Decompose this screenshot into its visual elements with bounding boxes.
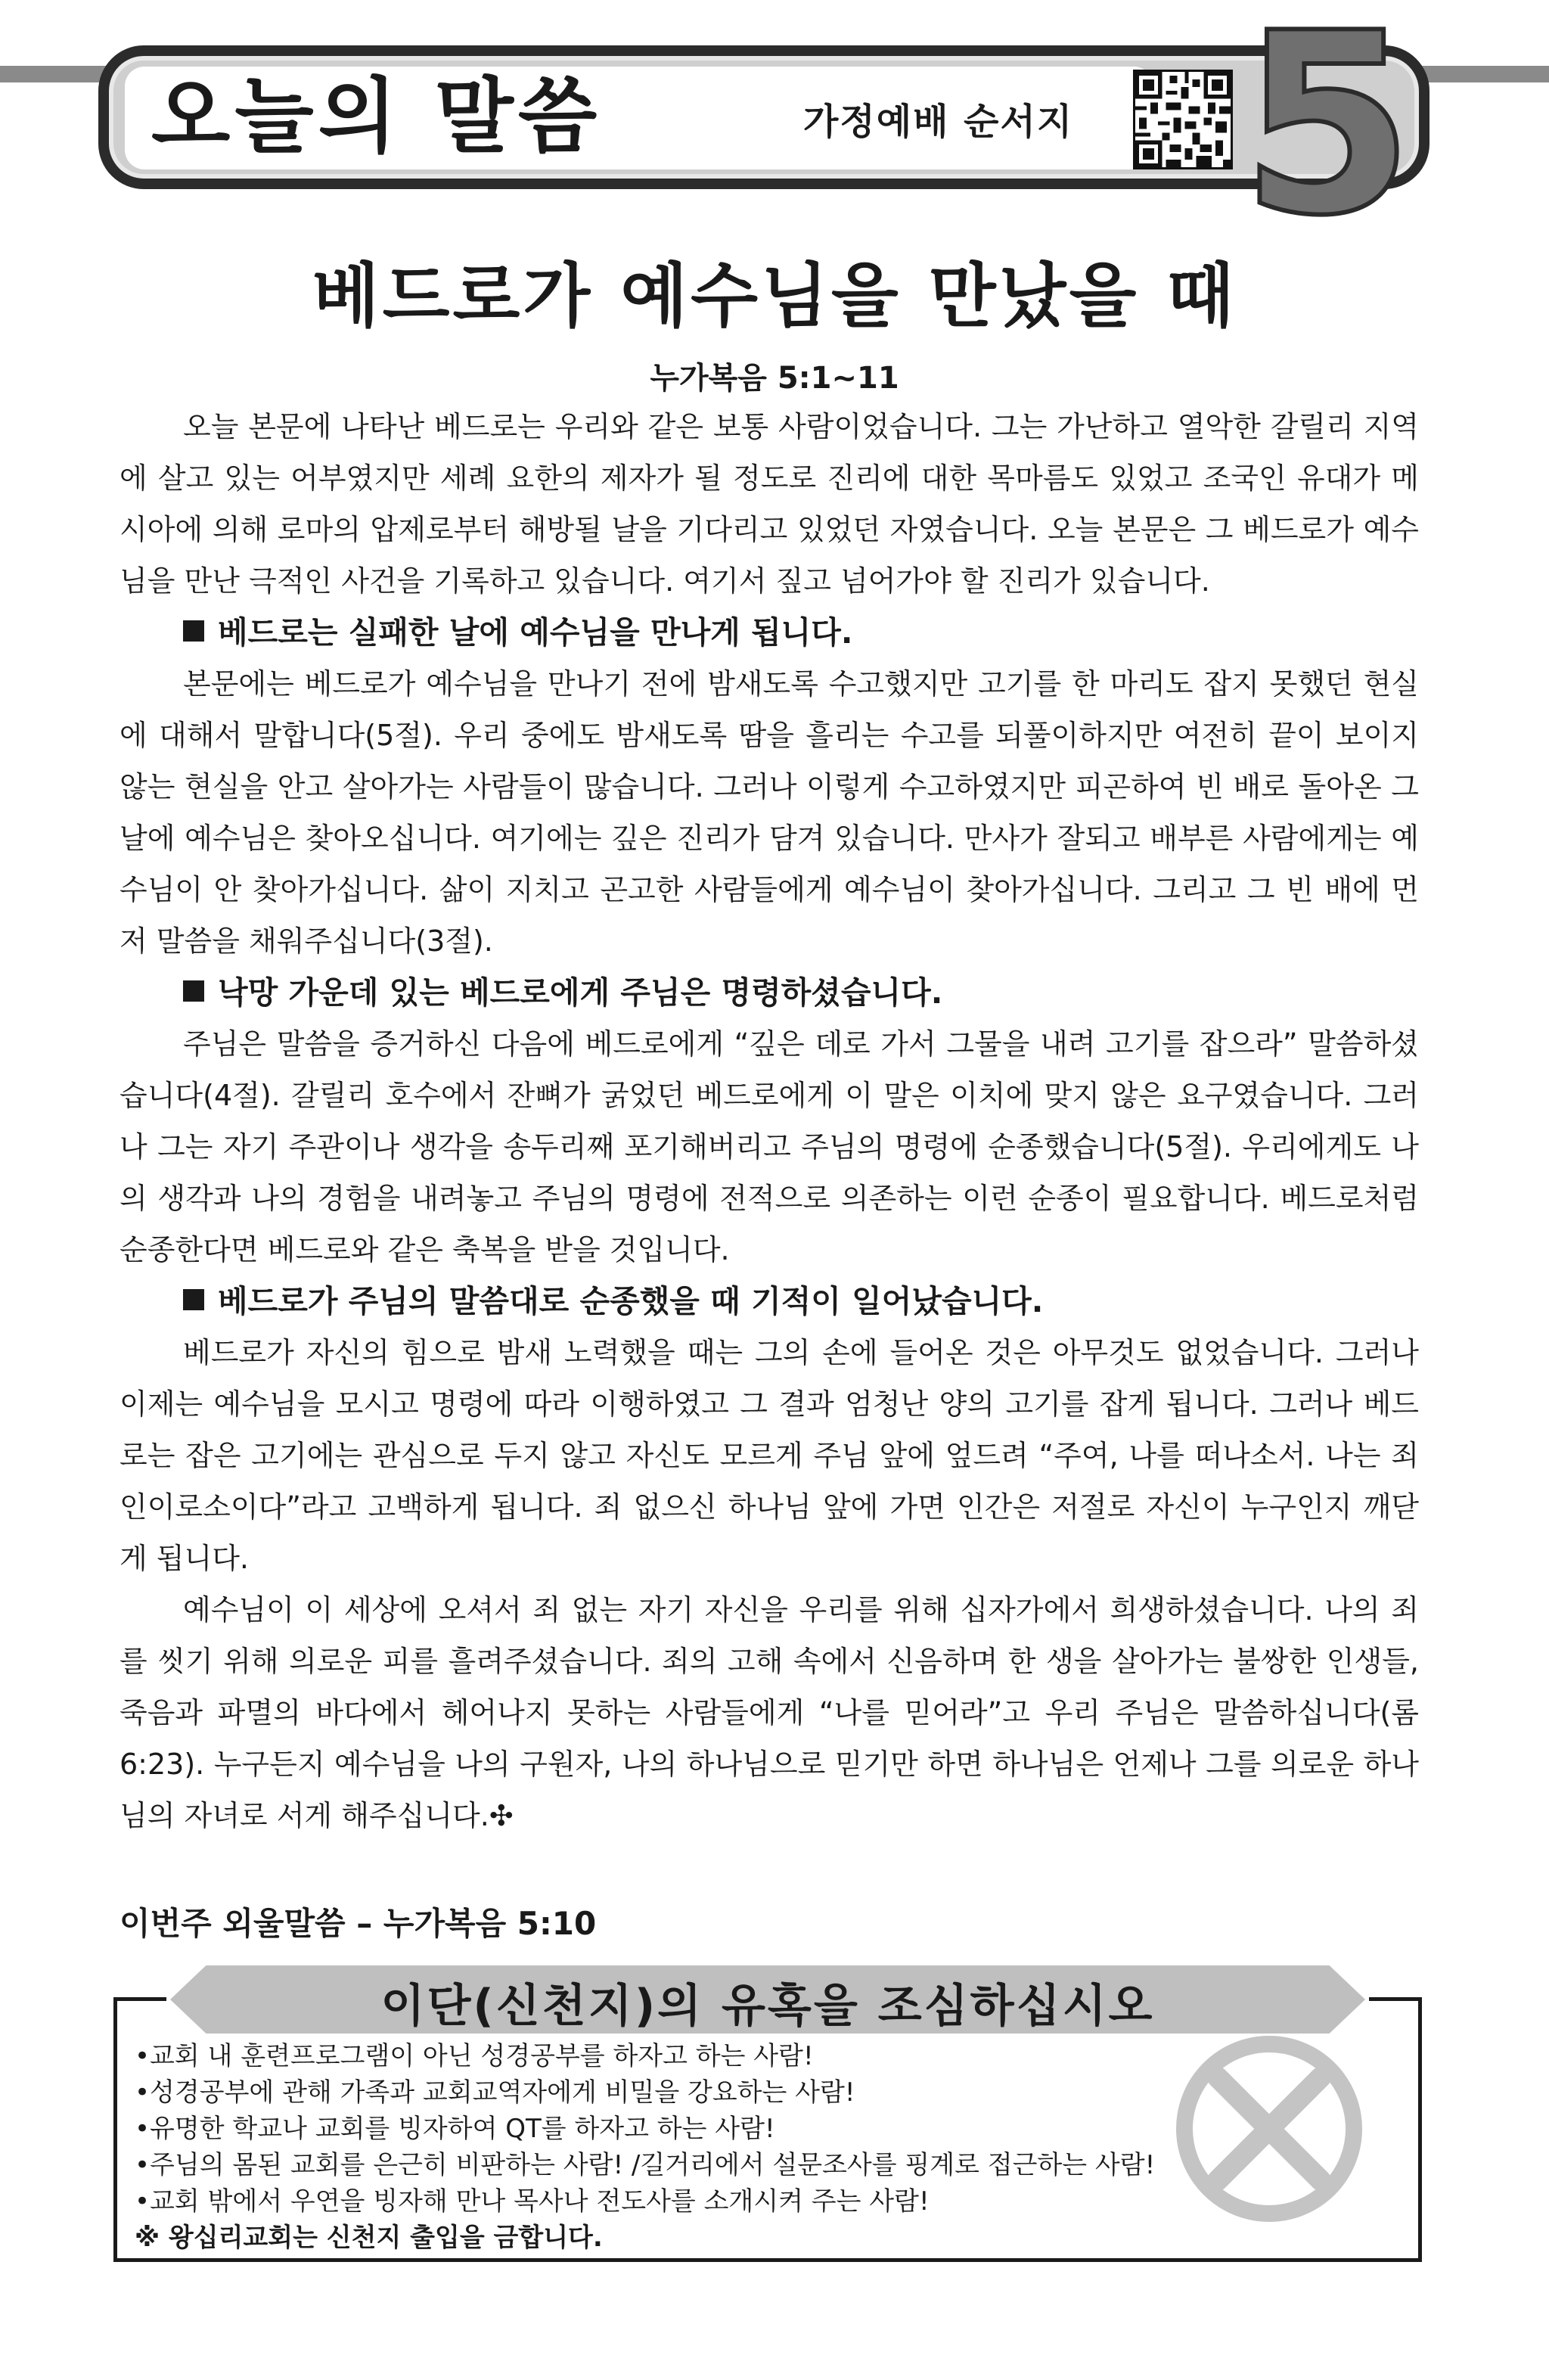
section-paragraph-3: 베드로가 자신의 힘으로 밤새 노력했을 때는 그의 손에 들어온 것은 아무것도 없었습니다. 그러나 이제는 예수님을 모시고 명령에 따라 이행하였고 그 결과 엄청난 양의 고기를 잡게 됩니다. 그러나 베드로는 잡은 고기에는 관심으로 두지 않고 자신도 모르게 주님 앞에 엎드려 “주여, 나를 떠나소서. 나는 죄인이로소이다”라고 고백하게 됩니다. 죄 없으신 하나님 앞에 가면 인간은 저절로 자신이 누구인지 깨닫게 됩니다. [120,1336,1419,1575]
header-subtitle: 가정예배 순서지 [803,101,1074,143]
square-bullet-icon [183,620,204,642]
page-number: 5 [1240,0,1414,270]
list-item: •교회 내 훈련프로그램이 아닌 성경공부를 하자고 하는 사람! [135,2041,814,2071]
section-heading-1 [120,607,1419,658]
list-item: •주님의 몸된 교회를 은근히 비판하는 사람! /길거리에서 설문조사를 핑계로 접근하는 사람! [135,2150,1156,2180]
list-item: •유명한 학교나 교회를 빙자하여 QT를 하자고 하는 사람! [135,2114,775,2144]
scripture-reference: 누가복음 5:1~11 [650,361,899,396]
section-heading-text: 베드로는 실패한 날에 예수님을 만나게 됩니다. [218,614,853,651]
qr-code-icon[interactable] [1133,70,1233,169]
section-paragraph-1: 본문에는 베드로가 예수님을 만나기 전에 밤새도록 수고했지만 고기를 한 마리도 잡지 못했던 현실에 대해서 말합니다(5절). 우리 중에도 밤새도록 땀을 흘리는 수고를 되풀이하지만 여전히 끝이 보이지 않는 현실을 안고 살아가는 사람들이 많습니다. 그러나 이렇게 수고하였지만 피곤하여 빈 배로 돌아온 그 날에 예수님은 찾아오십니다. 여기에는 깊은 진리가 담겨 있습니다. 만사가 잘되고 배부른 사람에게는 예수님이 안 찾아가십니다. 삶이 지치고 곤고한 사람들에게 예수님이 찾아가십니다. 그리고 그 빈 배에 먼저 말씀을 채워주십니다(3절). [120,667,1419,958]
square-bullet-icon [183,980,204,1002]
sermon-body [120,401,1419,1841]
end-mark-icon: ✣ [489,1799,514,1832]
intro-paragraph: 오늘 본문에 나타난 베드로는 우리와 같은 보통 사람이었습니다. 그는 가난하고 열악한 갈릴리 지역에 살고 있는 어부였지만 세례 요한의 제자가 될 정도로 진리에 대한 목마름도 있었고 조국인 유대가 메시아에 의해 로마의 압제로부터 해방될 날을 기다리고 있었던 자였습니다. 오늘 본문은 그 베드로가 예수님을 만난 극적인 사건을 기록하고 있습니다. 여기서 짚고 넘어가야 할 진리가 있습니다. [120,410,1419,598]
warning-box-corner-left [113,1997,166,2001]
closing-text: 예수님이 이 세상에 오셔서 죄 없는 자기 자신을 우리를 위해 십자가에서 희생하셨습니다. 나의 죄를 씻기 위해 의로운 피를 흘려주셨습니다. 죄의 고해 속에서 신음하며 한 생을 살아가는 불쌍한 인생들, 죽음과 파멸의 바다에서 헤어나지 못하는 사람들에게 “나를 믿어라”고 우리 주님은 말씀하십니다(롬6:23). 누구든지 예수님을 나의 구원자, 나의 하나님으로 믿기만 하면 하나님은 언제나 그를 의로운 하나님의 자녀로 서게 해주십니다. [120,1593,1419,1832]
closing-paragraph [120,1584,1419,1841]
memory-verse: 이번주 외울말씀 – 누가복음 5:10 [120,1905,597,1942]
warning-note: ※ 왕십리교회는 신천지 출입을 금합니다. [135,2223,603,2253]
warning-title: 이단(신천지)의 유혹을 조심하십시오 [380,1980,1155,2033]
sermon-title: 베드로가 예수님을 만났을 때 [312,256,1237,337]
section-heading-text: 낙망 가운데 있는 베드로에게 주님은 명령하셨습니다. [218,974,943,1011]
section-heading-3 [120,1275,1419,1327]
warning-list [135,2038,1155,2256]
section-paragraph-2: 주님은 말씀을 증거하신 다음에 베드로에게 “깊은 데로 가서 그물을 내려 고기를 잡으라” 말씀하셨습니다(4절). 갈릴리 호수에서 잔뼈가 굵었던 베드로에게 이 말은 이치에 맞지 않은 요구였습니다. 그러나 그는 자기 주관이나 생각을 송두리째 포기해버리고 주님의 명령에 순종했습니다(5절). 우리에게도 나의 생각과 나의 경험을 내려놓고 주님의 명령에 전적으로 의존하는 이런 순종이 필요합니다. 베드로처럼 순종한다면 베드로와 같은 축복을 받을 것입니다. [120,1027,1419,1266]
warning-box-corner-right [1369,1997,1422,2001]
list-item: •성경공부에 관해 가족과 교회교역자에게 비밀을 강요하는 사람! [135,2077,855,2108]
section-heading-2 [120,967,1419,1018]
list-item: •교회 밖에서 우연을 빙자해 만나 목사나 전도사를 소개시켜 주는 사람! [135,2186,930,2217]
section-heading-text: 베드로가 주님의 말씀대로 순종했을 때 기적이 일어났습니다. [218,1283,1044,1319]
square-bullet-icon [183,1289,204,1310]
section-title: 오늘의 말씀 [151,70,602,164]
prohibited-x-icon [1171,2030,1367,2227]
